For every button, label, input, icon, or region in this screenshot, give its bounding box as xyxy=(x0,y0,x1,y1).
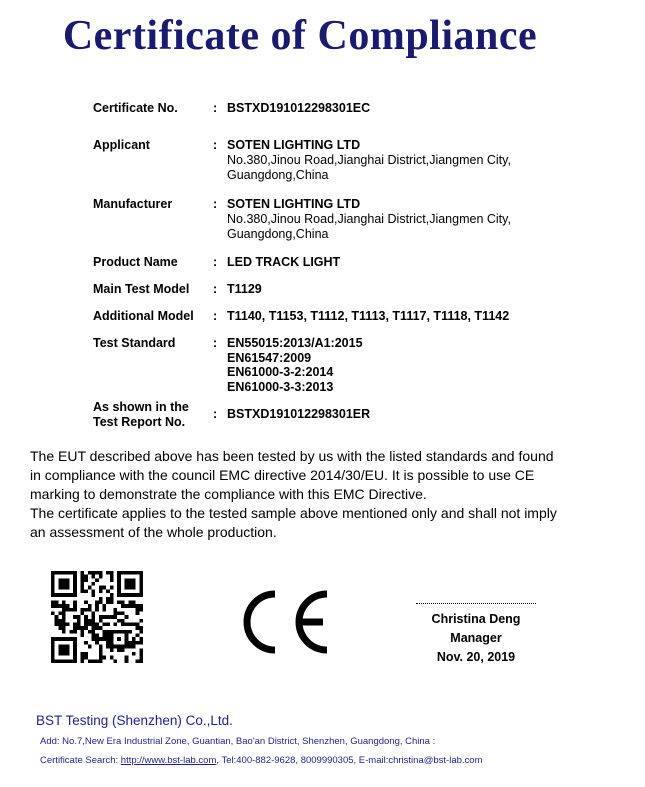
standard-item: EN61000-3-2:2014 xyxy=(227,365,334,379)
field-colon: : xyxy=(213,309,218,323)
field-colon: : xyxy=(213,101,218,115)
certificate-search xyxy=(40,755,482,766)
signatory-role: Manager xyxy=(450,631,502,645)
issuer-address: Add: No.7,New Era Industrial Zone, Guantian, Bao'an District, Shenzhen, Guangdong, China : xyxy=(40,736,436,747)
manufacturer-name: SOTEN LIGHTING LTD xyxy=(227,197,361,211)
field-colon: : xyxy=(213,407,218,421)
certificate-title: Certificate of Compliance xyxy=(62,13,538,59)
field-colon: : xyxy=(213,255,218,269)
field-label: Test Standard xyxy=(93,336,176,350)
statement-line: marking to demonstrate the compliance with this EMC Directive. xyxy=(30,486,427,502)
field-label-line1: As shown in the xyxy=(93,400,189,414)
field-label: Certificate No. xyxy=(93,101,178,115)
statement-line: an assessment of the whole production. xyxy=(30,524,277,540)
applicant-name: SOTEN LIGHTING LTD xyxy=(227,138,361,152)
field-label: Additional Model xyxy=(93,309,194,323)
search-prefix: Certificate Search: xyxy=(40,755,121,766)
search-contact: , Tel:400-882-9628, 8009990305, E-mail:christina@bst-lab.com xyxy=(216,755,483,766)
field-label: Main Test Model xyxy=(93,282,190,296)
standard-item: EN55015:2013/A1:2015 xyxy=(227,336,363,350)
ce-mark-icon xyxy=(237,588,333,656)
field-colon: : xyxy=(213,336,218,350)
statement-line: in compliance with the council EMC directive 2014/30/EU. It is possible to use CE xyxy=(30,467,535,483)
field-colon: : xyxy=(213,197,218,211)
issuer-company: BST Testing (Shenzhen) Co.,Ltd. xyxy=(36,713,233,728)
manufacturer-address-line2: Guangdong,China xyxy=(227,227,329,241)
manufacturer-address-line1: No.380,Jinou Road,Jianghai District,Jiangmen City, xyxy=(227,212,511,226)
field-value: LED TRACK LIGHT xyxy=(227,255,341,269)
field-label-line2: Test Report No. xyxy=(93,415,186,429)
standard-item: EN61000-3-3:2013 xyxy=(227,379,334,394)
applicant-address-line1: No.380,Jinou Road,Jianghai District,Jiangmen City, xyxy=(227,153,511,167)
statement-line: The EUT described above has been tested by us with the listed standards and found xyxy=(30,448,554,464)
field-label: Manufacturer xyxy=(93,197,173,211)
signatory-name: Christina Deng xyxy=(431,612,521,626)
field-label: Product Name xyxy=(93,255,178,269)
field-value: T1129 xyxy=(227,282,262,296)
field-colon: : xyxy=(213,282,218,296)
qr-code-icon[interactable] xyxy=(51,571,143,663)
compliance-statement xyxy=(30,447,590,542)
standard-item: EN61547:2009 xyxy=(227,350,312,365)
signature-date: Nov. 20, 2019 xyxy=(436,650,516,664)
field-value xyxy=(227,197,547,242)
applicant-address-line2: Guangdong,China xyxy=(227,168,329,182)
field-value: BSTXD191012298301ER xyxy=(227,407,371,421)
field-value: T1140, T1153, T1112, T1113, T1117, T1118, T1142 xyxy=(227,309,510,323)
field-label xyxy=(93,400,208,430)
website-link[interactable]: http://www.bst-lab.com xyxy=(120,755,217,766)
field-value xyxy=(227,138,547,183)
field-value: BSTXD191012298301EC xyxy=(227,101,371,115)
statement-line: The certificate applies to the tested sample above mentioned only and shall not imply xyxy=(30,505,557,521)
signature-line xyxy=(416,603,536,604)
field-value xyxy=(227,336,547,394)
field-colon: : xyxy=(213,138,218,152)
field-label: Applicant xyxy=(93,138,150,152)
